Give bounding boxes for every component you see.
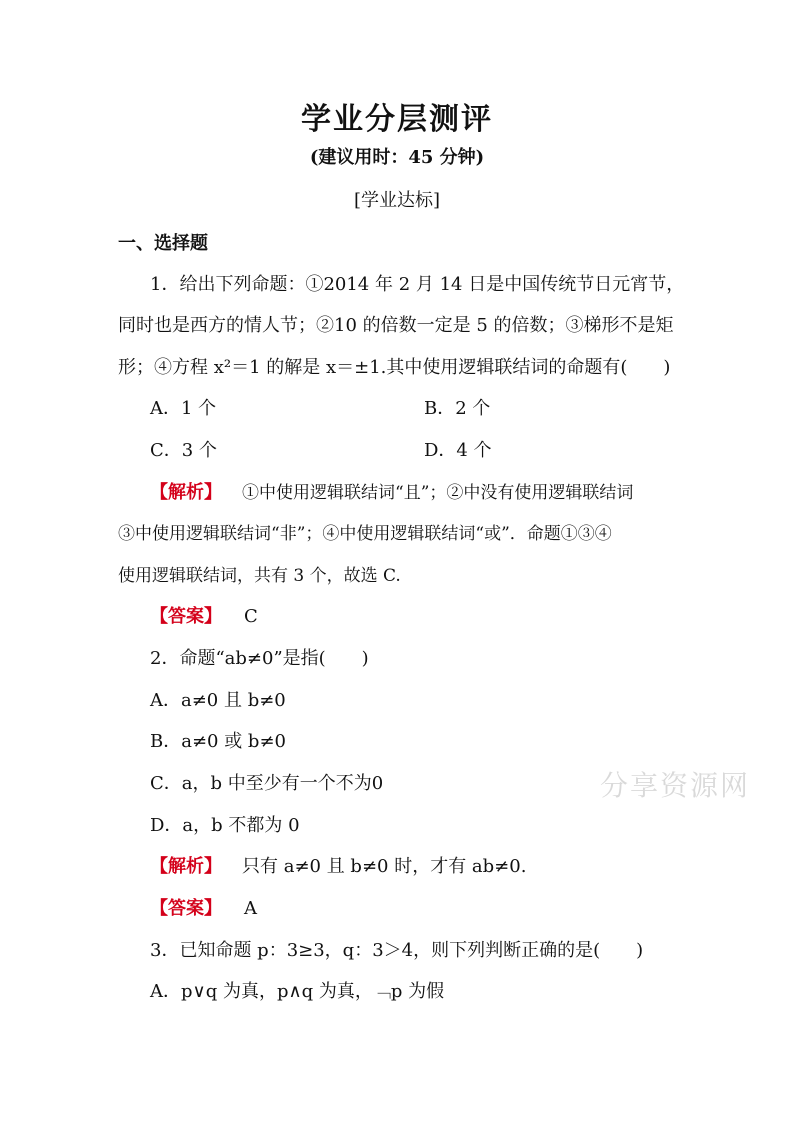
- q1-analysis-line3: 使用逻辑联结词，共有 3 个，故选 C.: [118, 566, 401, 586]
- q3-stem: 3．已知命题 p：3≥3，q：3＞4，则下列判断正确的是( ): [150, 940, 644, 961]
- q1-option-b: B．2 个: [424, 398, 491, 419]
- q3-option-a: A．p∨q 为真，p∧q 为真，﹁p 为假: [150, 981, 445, 1002]
- section-label: [学业达标]: [353, 190, 441, 211]
- page-title: 学业分层测评: [301, 102, 493, 137]
- q2-analysis-label: 【解析】: [150, 856, 222, 877]
- q2-answer: A: [244, 898, 257, 919]
- q1-answer: C: [244, 606, 258, 627]
- q1-analysis-line1: ①中使用逻辑联结词“且”；②中没有使用逻辑联结词: [242, 483, 634, 503]
- watermark: 分享资源网: [600, 769, 751, 802]
- q1-option-d: D．4 个: [424, 440, 492, 461]
- q2-answer-label: 【答案】: [150, 898, 222, 919]
- q2-option-a: A．a≠0 且 b≠0: [150, 690, 286, 711]
- q1-option-c: C．3 个: [150, 440, 217, 461]
- q1-analysis-line2: ③中使用逻辑联结词“非”；④中使用逻辑联结词“或”．命题①③④: [118, 524, 612, 544]
- q1-option-a: A．1 个: [150, 398, 217, 419]
- q1-line2: 同时也是西方的情人节；②10 的倍数一定是 5 的倍数；③梯形不是矩: [118, 315, 674, 336]
- q1-line3: 形；④方程 x²＝1 的解是 x＝±1.其中使用逻辑联结词的命题有( ): [118, 357, 671, 378]
- q2-option-b: B．a≠0 或 b≠0: [150, 731, 286, 752]
- q1-answer-label: 【答案】: [150, 606, 222, 627]
- part-heading: 一、选择题: [118, 233, 208, 254]
- q1-analysis-label: 【解析】: [150, 482, 222, 503]
- q2-analysis-line1: 只有 a≠0 且 b≠0 时，才有 ab≠0.: [242, 856, 527, 877]
- q2-stem: 2．命题“ab≠0”是指( ): [150, 648, 369, 669]
- q2-option-c: C．a，b 中至少有一个不为0: [150, 773, 384, 794]
- q1-line1: 1．给出下列命题：①2014 年 2 月 14 日是中国传统节日元宵节，: [150, 274, 685, 295]
- q2-option-d: D．a，b 不都为 0: [150, 815, 300, 836]
- suggested-time: (建议用时：45 分钟): [309, 147, 485, 168]
